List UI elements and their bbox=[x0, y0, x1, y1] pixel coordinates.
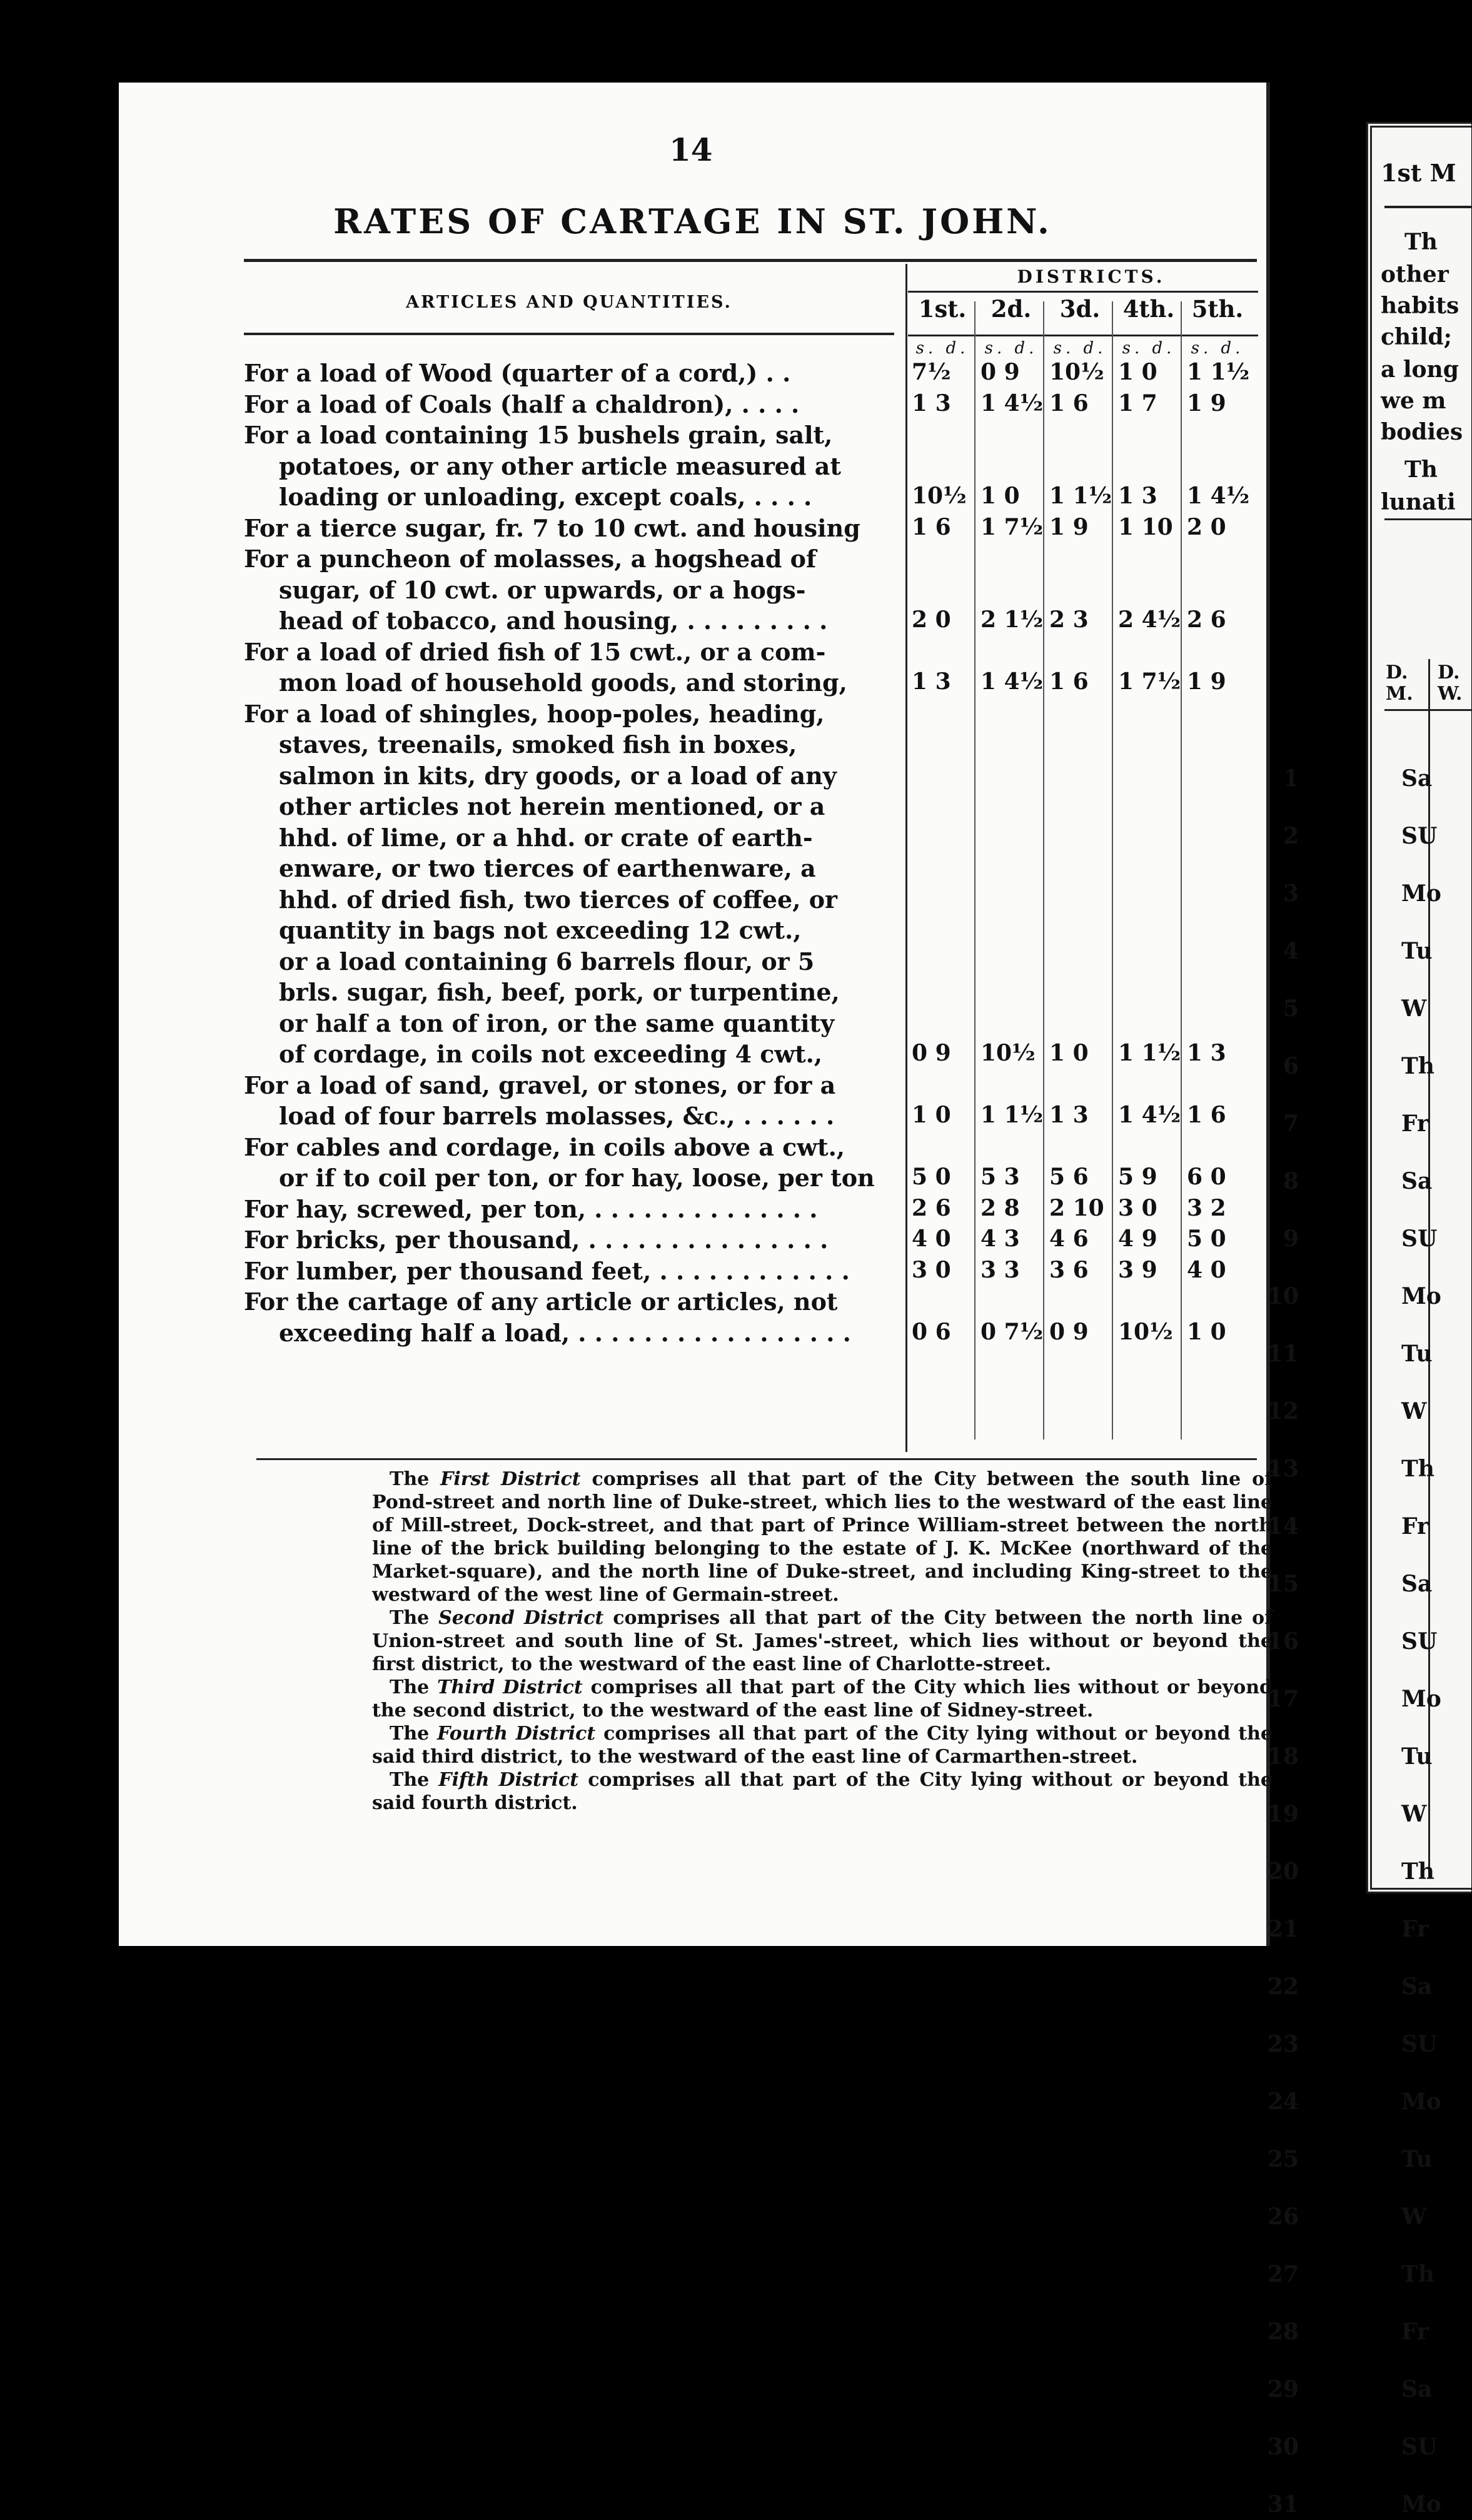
rate-cell: 4 0 bbox=[1187, 1256, 1226, 1283]
articles-header: ARTICLES AND QUANTITIES. bbox=[406, 293, 732, 312]
right-heading-rule bbox=[1384, 206, 1472, 208]
day-of-week: Sa bbox=[1401, 2376, 1433, 2402]
day-of-month: 18 bbox=[1267, 1743, 1299, 1770]
right-page-text-line: we m bbox=[1381, 388, 1446, 414]
day-of-week: SU bbox=[1401, 1226, 1438, 1252]
article-line: For cables and cordage, in coils above a cwt., bbox=[244, 1132, 845, 1161]
rate-cell: 2 10 bbox=[1049, 1194, 1104, 1221]
day-of-month: 16 bbox=[1267, 1628, 1299, 1655]
day-of-week: W bbox=[1401, 2204, 1427, 2230]
right-text-rule bbox=[1384, 518, 1472, 520]
rate-cell: 0 9 bbox=[980, 359, 1020, 385]
district-note bbox=[372, 1468, 1273, 1606]
unit-header: s. d. bbox=[1191, 339, 1244, 358]
rate-cell: 1 3 bbox=[1118, 483, 1157, 509]
article-line: For the cartage of any article or articles, not bbox=[244, 1288, 838, 1316]
rate-cell: 1 4½ bbox=[980, 390, 1044, 416]
day-of-month: 4 bbox=[1283, 938, 1299, 964]
article-description bbox=[244, 1256, 905, 1287]
article-description bbox=[244, 1224, 905, 1256]
day-of-week: SU bbox=[1401, 2031, 1438, 2057]
rate-cell: 0 9 bbox=[912, 1040, 951, 1066]
districts-header: DISTRICTS. bbox=[1017, 266, 1166, 287]
rate-cell: 2 0 bbox=[912, 607, 951, 633]
rate-cell: 4 6 bbox=[1049, 1226, 1089, 1252]
right-page-text-line: lunati bbox=[1381, 489, 1456, 515]
day-of-month: 6 bbox=[1283, 1053, 1299, 1079]
article-line: head of tobacco, and housing, . . . . . . . . . bbox=[279, 607, 828, 635]
day-of-month: 9 bbox=[1283, 1226, 1299, 1252]
day-of-week: Mo bbox=[1401, 880, 1441, 907]
note-lead: The bbox=[390, 1676, 438, 1698]
district-header: 3d. bbox=[1059, 295, 1101, 323]
rate-cell: 1 3 bbox=[1187, 1040, 1226, 1066]
day-of-month: 7 bbox=[1283, 1111, 1299, 1137]
rate-cell: 4 3 bbox=[980, 1226, 1020, 1252]
rate-cell: 1 0 bbox=[1049, 1040, 1089, 1066]
right-col-head-weekday: D. W. bbox=[1438, 662, 1463, 705]
note-district-name: Fifth District bbox=[438, 1769, 579, 1791]
district-header: 5th. bbox=[1191, 295, 1244, 323]
day-of-month: 1 bbox=[1283, 765, 1299, 792]
rate-cell: 1 3 bbox=[912, 668, 951, 695]
rate-cell: 10½ bbox=[980, 1040, 1036, 1066]
note-district-name: Second District bbox=[438, 1607, 604, 1629]
note-district-name: First District bbox=[440, 1468, 581, 1490]
rate-cell: 5 9 bbox=[1118, 1164, 1157, 1190]
day-of-week: Tu bbox=[1401, 1743, 1433, 1770]
rate-cell: 1 0 bbox=[912, 1102, 951, 1128]
district-header: 2d. bbox=[991, 295, 1032, 323]
article-line: For bricks, per thousand, . . . . . . . . . . . . . . . bbox=[244, 1226, 829, 1254]
day-of-month: 17 bbox=[1267, 1686, 1299, 1712]
article-description bbox=[244, 513, 905, 544]
right-page-text-line: Th bbox=[1404, 456, 1438, 483]
rate-cell: 2 6 bbox=[912, 1194, 951, 1221]
day-of-week: Tu bbox=[1401, 2146, 1433, 2172]
day-of-week: Mo bbox=[1401, 1283, 1441, 1309]
day-of-week: Fr bbox=[1401, 2319, 1429, 2345]
day-of-month: 8 bbox=[1283, 1168, 1299, 1194]
day-of-month: 30 bbox=[1267, 2434, 1299, 2460]
article-description bbox=[244, 1132, 905, 1194]
district-header: 1st. bbox=[918, 295, 967, 323]
day-of-week: Mo bbox=[1401, 2491, 1441, 2517]
article-line: hhd. of dried fish, two tierces of coffee, or bbox=[279, 885, 838, 914]
rate-cell: 7½ bbox=[912, 359, 951, 385]
rate-cell: 1 7 bbox=[1118, 390, 1157, 416]
day-of-week: W bbox=[1401, 1801, 1427, 1827]
article-line: or half a ton of iron, or the same quantity bbox=[279, 1009, 835, 1037]
rate-cell: 5 6 bbox=[1049, 1164, 1089, 1190]
day-of-month: 28 bbox=[1267, 2319, 1299, 2345]
district-note bbox=[372, 1722, 1273, 1768]
rate-cell: 10½ bbox=[1049, 359, 1104, 385]
article-line: hhd. of lime, or a hhd. or crate of earth- bbox=[279, 823, 813, 852]
right-head-underline bbox=[1384, 709, 1472, 711]
day-of-week: W bbox=[1401, 1398, 1427, 1424]
right-page-fragment bbox=[1267, 122, 1471, 2517]
rate-cell: 1 4½ bbox=[1118, 1102, 1181, 1128]
article-description bbox=[244, 637, 905, 698]
rate-cell: 5 0 bbox=[1187, 1226, 1226, 1252]
rate-cell: 1 4½ bbox=[1187, 483, 1250, 509]
right-page-text-line: bodies bbox=[1381, 419, 1463, 445]
rate-cell: 5 3 bbox=[980, 1164, 1020, 1190]
day-of-week: SU bbox=[1401, 1628, 1438, 1655]
districts-rule bbox=[908, 291, 1258, 293]
note-text: comprises all that part of the City between the north line of Union-street and south line of St. James'-street, which lies without or beyond the first district, to the westward of the east line of Charlotte-street. bbox=[372, 1607, 1273, 1675]
note-text: comprises all that part of the City lying without or beyond the said fourth district. bbox=[372, 1769, 1273, 1814]
district-note bbox=[372, 1676, 1273, 1722]
right-page-text-line: Th bbox=[1404, 229, 1438, 255]
day-of-month: 21 bbox=[1267, 1916, 1299, 1942]
article-line: quantity in bags not exceeding 12 cwt., bbox=[279, 916, 802, 944]
table-bottom-rule bbox=[256, 1458, 1257, 1460]
rate-cell: 1 0 bbox=[1187, 1318, 1226, 1345]
article-line: of cordage, in coils not exceeding 4 cwt., bbox=[279, 1040, 823, 1068]
rate-cell: 3 0 bbox=[912, 1256, 951, 1283]
note-district-name: Third District bbox=[437, 1676, 583, 1698]
rate-cell: 2 1½ bbox=[980, 607, 1044, 633]
day-of-month: 24 bbox=[1267, 2089, 1299, 2115]
day-of-week: Th bbox=[1401, 2261, 1434, 2287]
rate-cell: 1 6 bbox=[1187, 1102, 1226, 1128]
day-of-month: 22 bbox=[1267, 1973, 1299, 2000]
rate-cell: 0 7½ bbox=[980, 1318, 1044, 1345]
article-description bbox=[244, 389, 905, 420]
day-of-week: SU bbox=[1401, 823, 1438, 849]
rate-cell: 3 9 bbox=[1118, 1256, 1157, 1283]
rate-cell: 1 0 bbox=[1118, 359, 1157, 385]
rate-cell: 3 6 bbox=[1049, 1256, 1089, 1283]
article-line: enware, or two tierces of earthenware, a bbox=[279, 854, 816, 882]
rate-cell: 1 10 bbox=[1118, 513, 1173, 540]
article-line: or if to coil per ton, or for hay, loose, per ton bbox=[279, 1164, 875, 1192]
day-of-week: Tu bbox=[1401, 938, 1433, 964]
unit-header: s. d. bbox=[915, 339, 969, 358]
article-description bbox=[244, 543, 905, 637]
article-description bbox=[244, 1070, 905, 1132]
day-of-week: Sa bbox=[1401, 1571, 1433, 1597]
districts-underline bbox=[908, 335, 1258, 336]
note-district-name: Fourth District bbox=[437, 1723, 596, 1745]
day-of-month: 10 bbox=[1267, 1283, 1299, 1309]
day-of-month: 26 bbox=[1267, 2204, 1299, 2230]
day-of-month: 15 bbox=[1267, 1571, 1299, 1597]
rate-cell: 2 6 bbox=[1187, 607, 1226, 633]
article-line: For a tierce sugar, fr. 7 to 10 cwt. and housing bbox=[244, 513, 860, 542]
right-page-heading: 1st M bbox=[1381, 159, 1456, 187]
rate-cell: 1 4½ bbox=[980, 668, 1044, 695]
rate-cell: 5 0 bbox=[912, 1164, 951, 1190]
day-of-week: Sa bbox=[1401, 1168, 1433, 1194]
note-text: comprises all that part of the City between the south line of Pond-street and north line of Duke-street, which lies to the westward of the east line of Mill-street, Dock-street, and that part of Prince William-street between the north line of the brick building belonging to the estate of J. K. McKee (northward of the Market-square), and the north line of Duke-street, and including King-street to the westward of the west line of Germain-street. bbox=[372, 1468, 1273, 1606]
rate-cell: 0 9 bbox=[1049, 1318, 1089, 1345]
title-rule bbox=[244, 259, 1257, 262]
article-line: For hay, screwed, per ton, . . . . . . . . . . . . . . bbox=[244, 1194, 818, 1223]
day-of-week: Fr bbox=[1401, 1513, 1429, 1540]
unit-header: s. d. bbox=[1122, 339, 1176, 358]
note-lead: The bbox=[390, 1607, 439, 1629]
day-of-week: Sa bbox=[1401, 765, 1433, 792]
district-note bbox=[372, 1768, 1273, 1815]
day-of-month: 25 bbox=[1267, 2146, 1299, 2172]
day-of-week: Tu bbox=[1401, 1341, 1433, 1367]
article-line: For a puncheon of molasses, a hogshead of bbox=[244, 545, 817, 573]
rate-cell: 1 7½ bbox=[980, 513, 1044, 540]
rate-cell: 0 6 bbox=[912, 1318, 951, 1345]
rate-cell: 1 1½ bbox=[1118, 1040, 1181, 1066]
article-line: For a load containing 15 bushels grain, salt, bbox=[244, 421, 833, 449]
rate-cell: 2 0 bbox=[1187, 513, 1226, 540]
article-line: salmon in kits, dry goods, or a load of any bbox=[279, 761, 837, 790]
table-vertical-rule bbox=[905, 264, 907, 1452]
day-of-week: SU bbox=[1401, 2434, 1438, 2460]
left-page bbox=[119, 83, 1273, 1946]
rate-cell: 3 2 bbox=[1187, 1194, 1226, 1221]
rate-cell: 1 6 bbox=[1049, 668, 1089, 695]
day-of-month: 5 bbox=[1283, 995, 1299, 1022]
rate-cell: 2 8 bbox=[980, 1194, 1020, 1221]
rate-cell: 1 9 bbox=[1049, 513, 1089, 540]
article-line: load of four barrels molasses, &c., . . . . . . bbox=[279, 1102, 835, 1130]
article-line: mon load of household goods, and storing, bbox=[279, 668, 847, 697]
rate-cell: 2 3 bbox=[1049, 607, 1089, 633]
rate-cell: 1 1½ bbox=[980, 1102, 1044, 1128]
district-header: 4th. bbox=[1122, 295, 1175, 323]
day-of-month: 19 bbox=[1267, 1801, 1299, 1827]
article-line: For a load of shingles, hoop-poles, heading, bbox=[244, 699, 825, 728]
rate-cell: 1 0 bbox=[980, 483, 1020, 509]
article-line: For a load of Wood (quarter of a cord,) . . bbox=[244, 359, 791, 387]
district-notes bbox=[372, 1468, 1273, 1815]
day-of-month: 2 bbox=[1283, 823, 1299, 849]
rate-cell: 1 1½ bbox=[1187, 359, 1250, 385]
day-of-month: 29 bbox=[1267, 2376, 1299, 2402]
day-of-week: Mo bbox=[1401, 2089, 1441, 2115]
article-description bbox=[244, 1286, 905, 1348]
rate-cell: 1 6 bbox=[912, 513, 951, 540]
day-of-week: Mo bbox=[1401, 1686, 1441, 1712]
right-page-text-line: child; bbox=[1381, 324, 1452, 350]
day-of-month: 20 bbox=[1267, 1858, 1299, 1885]
rate-cell: 1 6 bbox=[1049, 390, 1089, 416]
rate-cell: 4 0 bbox=[912, 1226, 951, 1252]
article-line: loading or unloading, except coals, . . . . bbox=[279, 483, 812, 511]
right-page-text-line: other bbox=[1381, 261, 1449, 288]
article-line: staves, treenails, smoked fish in boxes, bbox=[279, 730, 797, 759]
article-description bbox=[244, 420, 905, 513]
day-of-month: 11 bbox=[1267, 1341, 1299, 1367]
day-of-month: 31 bbox=[1267, 2491, 1299, 2517]
page-number: 14 bbox=[669, 131, 713, 168]
rate-cell: 1 3 bbox=[912, 390, 951, 416]
article-line: or a load containing 6 barrels flour, or 5 bbox=[279, 947, 815, 975]
article-description bbox=[244, 1194, 905, 1225]
day-of-month: 27 bbox=[1267, 2261, 1299, 2287]
article-line: brls. sugar, fish, beef, pork, or turpentine, bbox=[279, 978, 840, 1006]
article-line: exceeding half a load, . . . . . . . . . . . . . . . . . bbox=[279, 1318, 851, 1347]
article-line: For a load of sand, gravel, or stones, or for a bbox=[244, 1071, 836, 1099]
article-description bbox=[244, 358, 905, 389]
article-line: sugar, of 10 cwt. or upwards, or a hogs- bbox=[279, 575, 806, 604]
right-page-text-line: a long bbox=[1381, 356, 1459, 383]
day-of-month: 13 bbox=[1267, 1456, 1299, 1482]
unit-header: s. d. bbox=[1053, 339, 1107, 358]
article-line: potatoes, or any other article measured at bbox=[279, 451, 841, 480]
article-line: For a load of dried fish of 15 cwt., or a com- bbox=[244, 637, 826, 666]
day-of-month: 12 bbox=[1267, 1398, 1299, 1424]
articles-underline bbox=[244, 333, 894, 335]
note-text: comprises all that part of the City lying without or beyond the said third district, to the westward of the east line of Carmarthen-street. bbox=[372, 1723, 1273, 1768]
rate-cell: 2 4½ bbox=[1118, 607, 1181, 633]
rate-cell: 1 1½ bbox=[1049, 483, 1112, 509]
day-of-month: 3 bbox=[1283, 880, 1299, 907]
article-line: other articles not herein mentioned, or a bbox=[279, 792, 825, 820]
day-of-week: Sa bbox=[1401, 1973, 1433, 2000]
day-of-week: Fr bbox=[1401, 1916, 1429, 1942]
page-title: RATES OF CARTAGE IN ST. JOHN. bbox=[333, 201, 1052, 241]
right-col-head-day: D. M. bbox=[1386, 662, 1413, 705]
note-lead: The bbox=[390, 1769, 439, 1791]
rate-cell: 10½ bbox=[1118, 1318, 1173, 1345]
rate-cell: 1 3 bbox=[1049, 1102, 1089, 1128]
article-line: For a load of Coals (half a chaldron), . . . . bbox=[244, 390, 800, 418]
rate-cell: 10½ bbox=[912, 483, 967, 509]
day-of-week: W bbox=[1401, 995, 1427, 1022]
district-note bbox=[372, 1606, 1273, 1676]
rate-cell: 3 3 bbox=[980, 1256, 1020, 1283]
right-page-text-line: habits bbox=[1381, 293, 1459, 319]
note-text: comprises all that part of the City which lies without or beyond the second district, to the westward of the east line of Sidney-street. bbox=[372, 1676, 1273, 1721]
unit-header: s. d. bbox=[984, 339, 1038, 358]
day-of-month: 23 bbox=[1267, 2031, 1299, 2057]
note-lead: The bbox=[390, 1468, 441, 1490]
rate-cell: 1 9 bbox=[1187, 390, 1226, 416]
rate-cell: 1 7½ bbox=[1118, 668, 1181, 695]
article-line: For lumber, per thousand feet, . . . . . . . . . . . . bbox=[244, 1256, 850, 1285]
day-of-week: Th bbox=[1401, 1858, 1434, 1885]
rate-cell: 3 0 bbox=[1118, 1194, 1157, 1221]
day-of-week: Th bbox=[1401, 1053, 1434, 1079]
article-description bbox=[244, 698, 905, 1070]
rate-cell: 6 0 bbox=[1187, 1164, 1226, 1190]
day-of-week: Th bbox=[1401, 1456, 1434, 1482]
day-of-month: 14 bbox=[1267, 1513, 1299, 1540]
rate-cell: 1 9 bbox=[1187, 668, 1226, 695]
rate-cell: 4 9 bbox=[1118, 1226, 1157, 1252]
note-lead: The bbox=[390, 1723, 438, 1745]
day-of-week: Fr bbox=[1401, 1111, 1429, 1137]
